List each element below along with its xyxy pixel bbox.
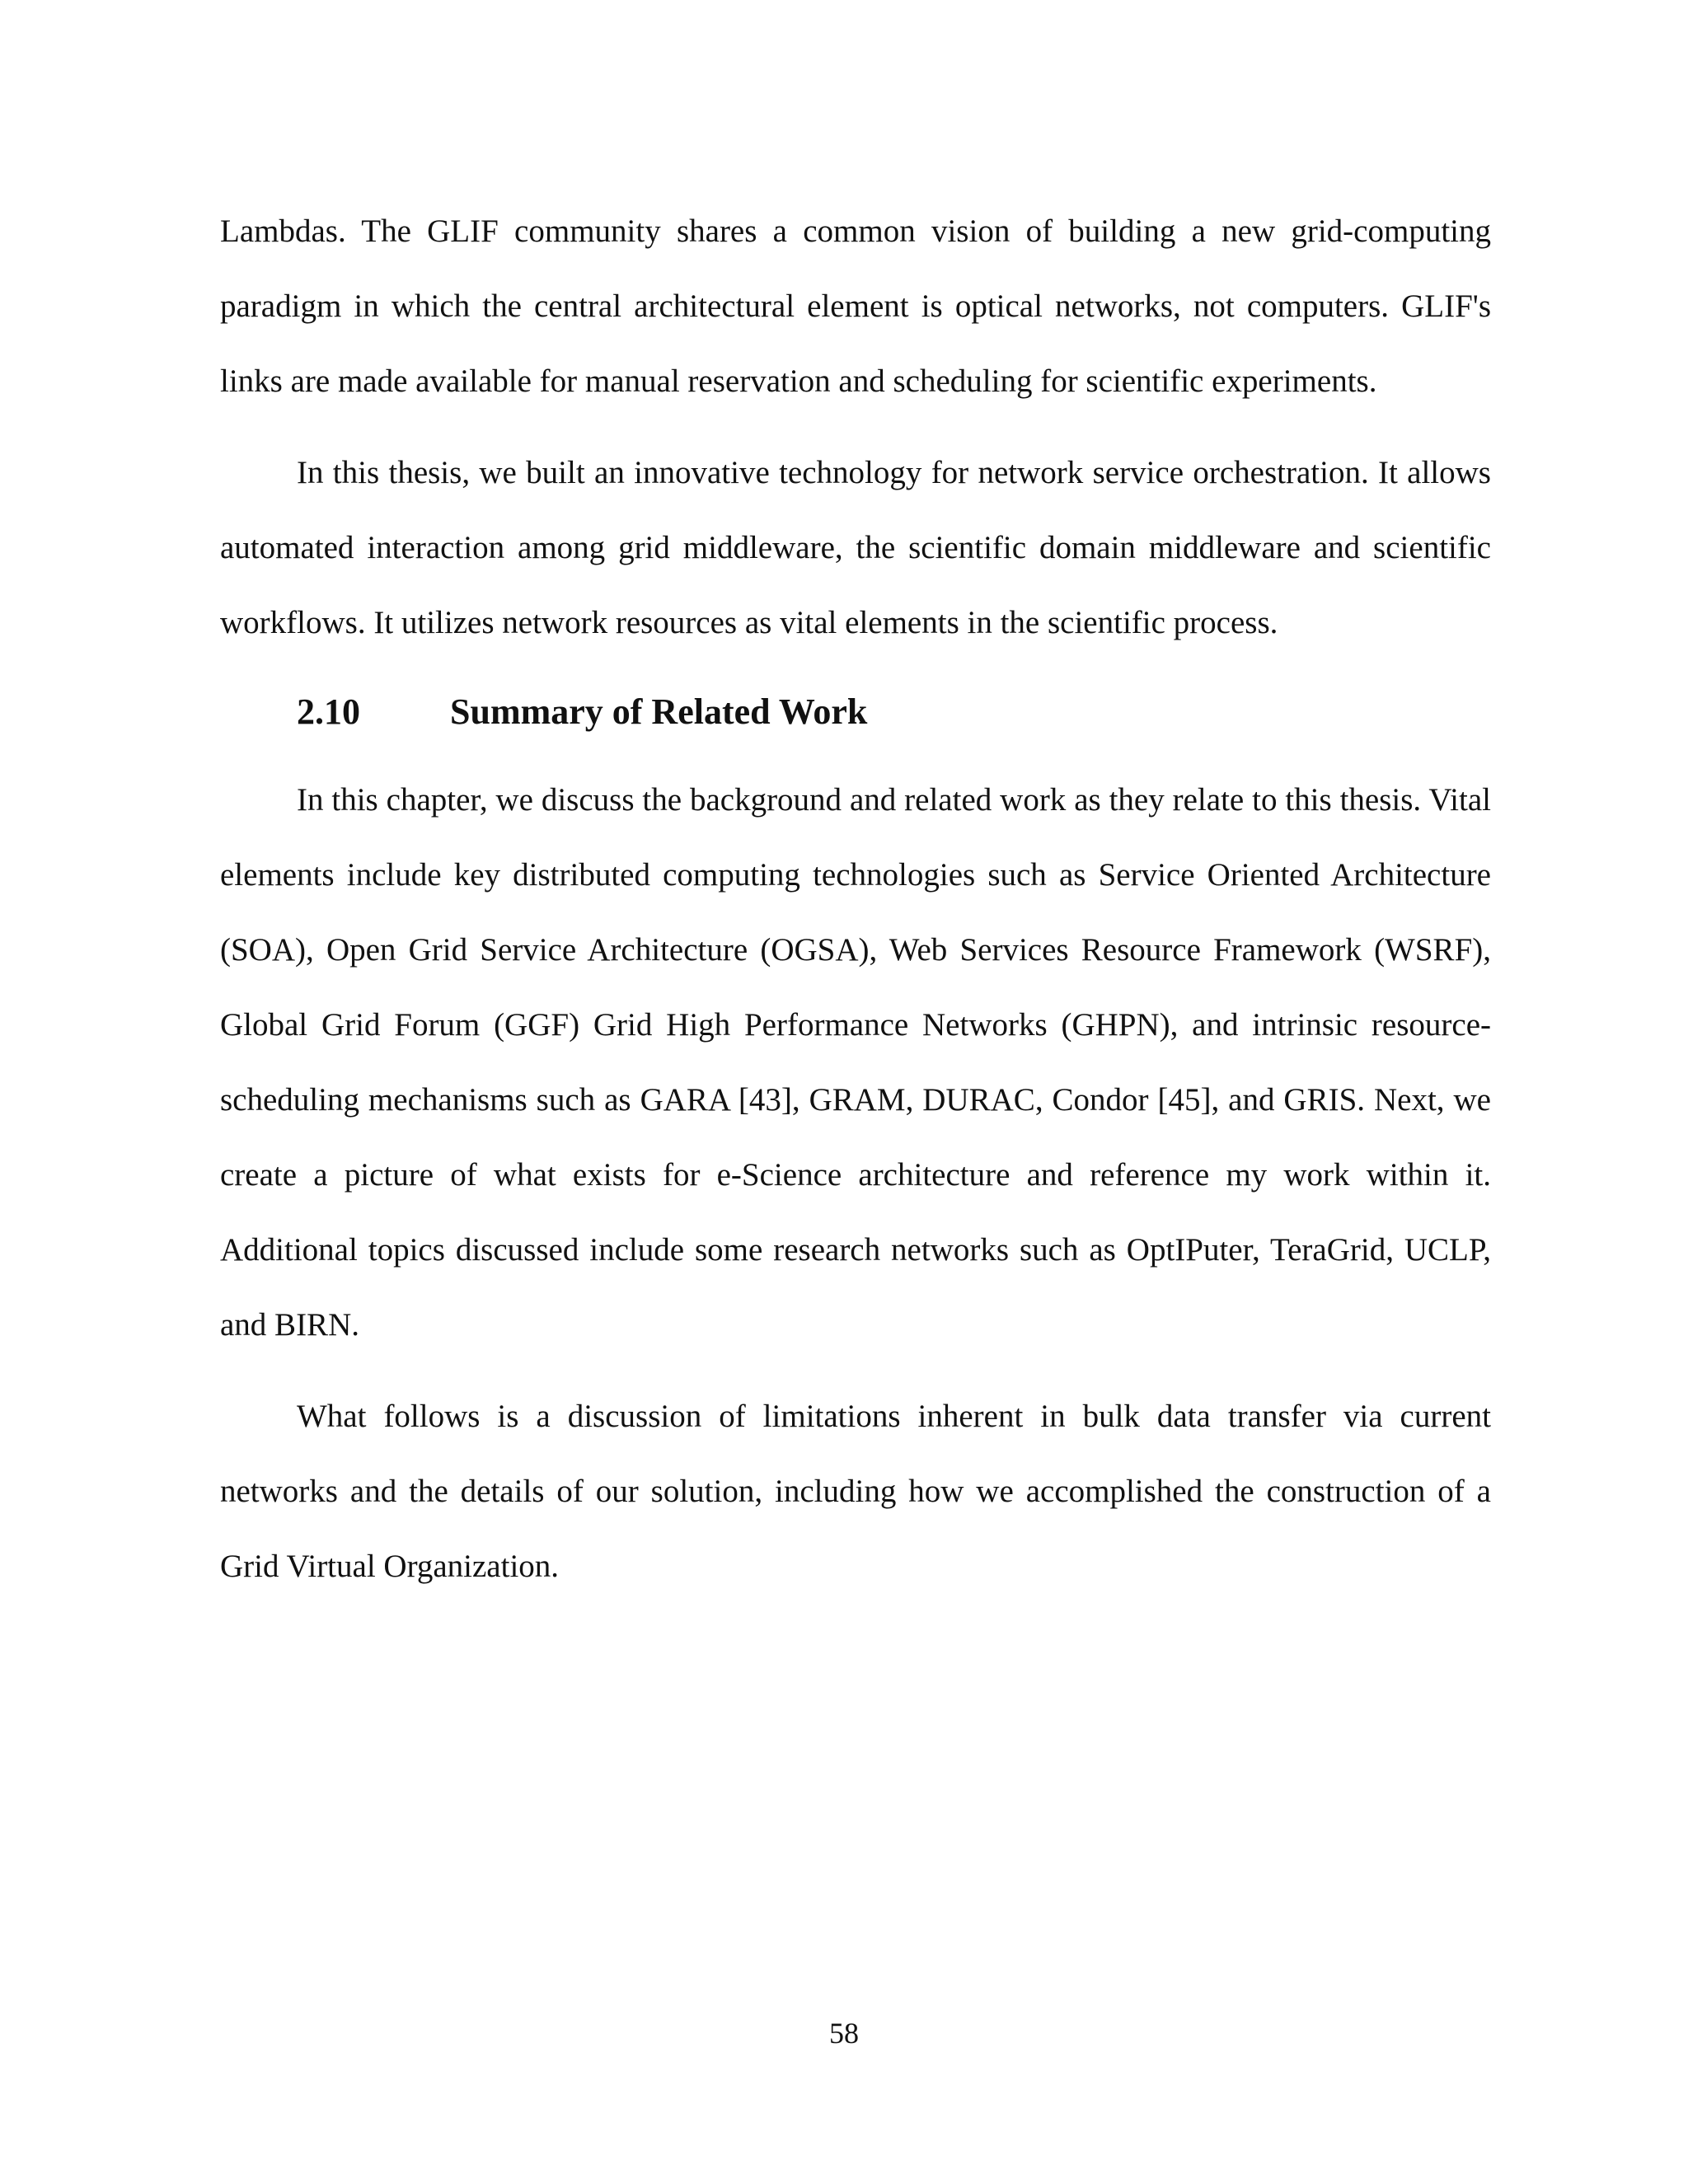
paragraph-continuation: Lambdas. The GLIF community shares a common vision of building a new grid-computing paradigm in which the central architectural element is optical networks, not computers. GLIF's links are made available for manual reservation and scheduling for scientific experiments. bbox=[220, 213, 1491, 399]
paragraph-spacer bbox=[220, 1362, 1491, 1379]
paragraph-what-follows: What follows is a discussion of limitations inherent in bulk data transfer via current networks and the details of our solution, including how we accomplished the construction of a Grid Virtual Organization. bbox=[220, 1399, 1491, 1584]
page-body bbox=[220, 194, 1491, 1604]
section-number: 2.10 bbox=[297, 691, 360, 732]
paragraph-spacer bbox=[220, 419, 1491, 435]
section-title: Summary of Related Work bbox=[450, 691, 868, 732]
paragraph-thesis-contribution: In this thesis, we built an innovative technology for network service orchestration. It allows automated interaction among grid middleware, the scientific domain middleware and scientific workflows. It utilizes network resources as vital elements in the scientific process. bbox=[220, 455, 1491, 640]
section-heading bbox=[220, 660, 1491, 762]
paragraph-chapter-summary: In this chapter, we discuss the background and related work as they relate to this thesis. Vital elements include key distributed computing technologies such as Service Oriented Architecture (SOA), Open Grid Service Architecture (OGSA), Web Services Resource Framework (WSRF), Global Grid Forum (GGF) Grid High Performance Networks (GHPN), and intrinsic resource-scheduling mechanisms such as GARA [43], GRAM, DURAC, Condor [45], and GRIS. Next, we create a picture of what exists for e-Science architecture and reference my work within it. Additional topics discussed include some research networks such as OptIPuter, TeraGrid, UCLP, and BIRN. bbox=[220, 782, 1491, 1343]
page-number: 58 bbox=[829, 2017, 859, 2050]
